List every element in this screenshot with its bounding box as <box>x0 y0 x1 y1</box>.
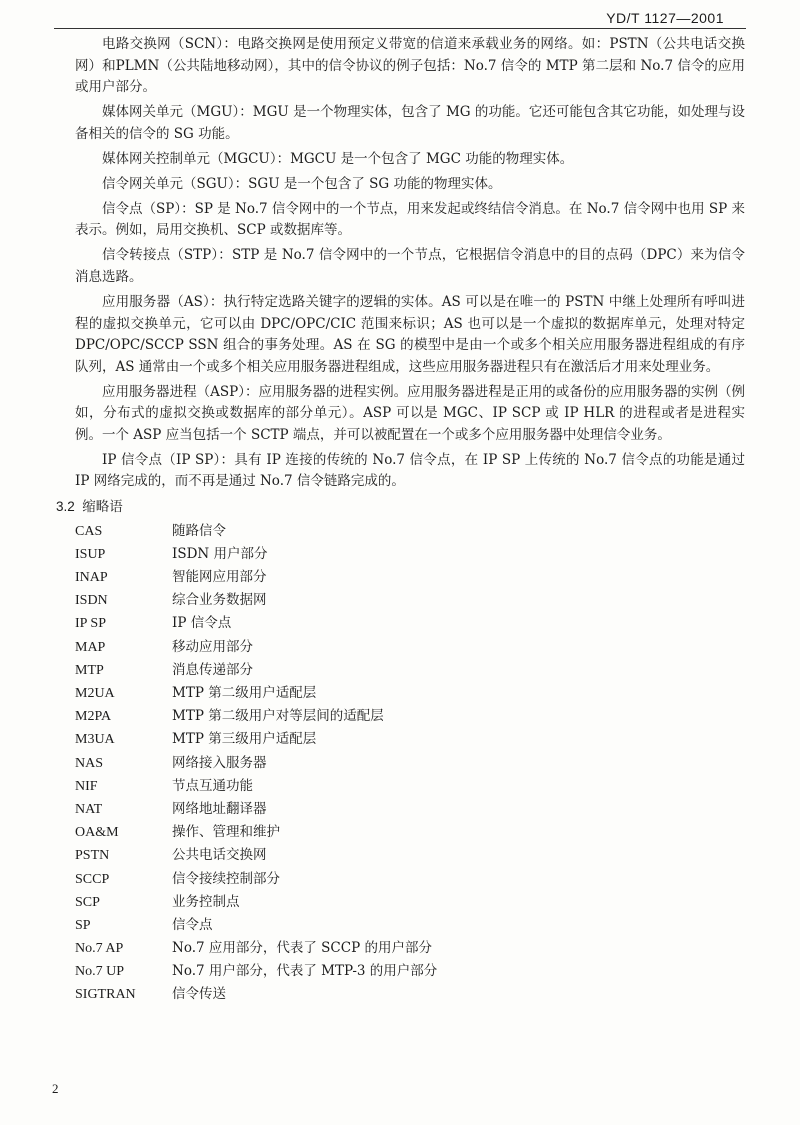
section-number: 3.2 <box>56 499 75 515</box>
abbreviation-row <box>75 705 745 728</box>
abbreviation-term: M2PA <box>75 709 112 725</box>
abbreviation-term: OA&M <box>75 825 119 841</box>
abbreviation-term: MTP <box>75 662 104 678</box>
abbreviation-term: INAP <box>75 570 108 586</box>
abbreviation-list <box>75 520 745 1007</box>
abbreviation-definition: 公共电话交换网 <box>172 847 267 864</box>
definition-asp: 应用服务器进程（ASP）：应用服务器的进程实例。应用服务器进程是正用的或备份的应用服务器的实例（例如，分布式的虚拟交换或数据库的部分单元）。ASP 可以是 MGC、IP SCP 或 IP HLR 的进程或者是进程实例。一个 ASP 应当包括一个 SCTP 端点，并可以被配置在一个或多个应用服务器中处理信令业务。 <box>75 383 745 443</box>
abbreviation-definition: 随路信令 <box>172 522 226 539</box>
abbreviation-row <box>75 729 745 752</box>
abbreviation-row <box>75 752 745 775</box>
abbreviation-definition: 网络接入服务器 <box>172 754 267 771</box>
abbreviation-term: SCP <box>75 894 100 910</box>
abbreviation-definition: 业务控制点 <box>172 893 240 910</box>
abbreviation-row <box>75 566 745 589</box>
header-rule <box>54 28 746 29</box>
abbreviation-term: CAS <box>75 523 103 539</box>
abbreviation-definition: 移动应用部分 <box>172 638 253 655</box>
abbreviation-definition: MTP 第三级用户适配层 <box>172 731 317 748</box>
abbreviation-term: ISUP <box>75 546 106 562</box>
abbreviation-row <box>75 682 745 705</box>
abbreviation-definition: 信令传送 <box>172 986 226 1003</box>
abbreviation-row <box>75 868 745 891</box>
abbreviation-definition: 节点互通功能 <box>172 777 253 794</box>
definition-ip-sp: IP 信令点（IP SP）：具有 IP 连接的传统的 No.7 信令点，在 IP SP 上传统的 No.7 信令点的功能是通过 IP 网络完成的，而不再是通过 No.7 信令链路完成的。 <box>75 451 745 490</box>
abbreviation-row <box>75 844 745 867</box>
abbreviation-definition: 智能网应用部分 <box>172 569 267 586</box>
abbreviation-definition: No.7 用户部分，代表了 MTP-3 的用户部分 <box>172 963 438 980</box>
abbreviation-definition: 网络地址翻译器 <box>172 800 267 817</box>
section-heading <box>56 496 745 518</box>
abbreviation-row <box>75 613 745 636</box>
abbreviation-definition: No.7 应用部分，代表了 SCCP 的用户部分 <box>172 940 432 957</box>
definition-stp: 信令转接点（STP）：STP 是 No.7 信令网中的一个节点，它根据信令消息中的目的点码（DPC）来为信令消息选路。 <box>75 247 745 285</box>
abbreviation-row <box>75 543 745 566</box>
document-code: YD/T 1127—2001 <box>606 10 724 26</box>
abbreviation-term: SIGTRAN <box>75 987 136 1003</box>
page-body <box>56 34 745 1007</box>
section-title: 缩略语 <box>82 499 123 515</box>
abbreviation-term: PSTN <box>75 848 110 864</box>
abbreviation-term: NAS <box>75 755 104 771</box>
definition-scn: 电路交换网（SCN）：电路交换网是使用预定义带宽的信道来承载业务的网络。如：PSTN（公共电话交换网）和PLMN（公共陆地移动网），其中的信令协议的例子包括：No.7 信令的 MTP 第二层和 No.7 信令的应用或用户部分。 <box>75 36 745 95</box>
definition-sgu: 信令网关单元（SGU）：SGU 是一个包含了 SG 功能的物理实体。 <box>102 175 502 192</box>
abbreviation-term: No.7 UP <box>75 964 125 980</box>
abbreviation-definition: IP 信令点 <box>172 615 232 632</box>
abbreviation-row <box>75 775 745 798</box>
page-number: 2 <box>52 1081 59 1096</box>
abbreviation-row <box>75 914 745 937</box>
abbreviation-term: ISDN <box>75 593 108 609</box>
abbreviation-row <box>75 891 745 914</box>
abbreviation-row <box>75 659 745 682</box>
abbreviation-definition: 消息传递部分 <box>172 661 253 678</box>
abbreviation-row <box>75 520 745 543</box>
abbreviation-term: SCCP <box>75 871 110 887</box>
abbreviation-row <box>75 960 745 983</box>
definition-mgcu: 媒体网关控制单元（MGCU）：MGCU 是一个包含了 MGC 功能的物理实体。 <box>102 150 574 167</box>
abbreviation-term: No.7 AP <box>75 941 124 957</box>
abbreviation-term: M2UA <box>75 686 115 701</box>
abbreviation-definition: 操作、管理和维护 <box>172 824 280 841</box>
abbreviation-definition: MTP 第二级用户适配层 <box>172 685 317 701</box>
abbreviation-term: SP <box>75 917 91 933</box>
abbreviation-term: NAT <box>75 801 103 817</box>
abbreviation-definition: ISDN 用户部分 <box>172 545 268 562</box>
abbreviation-term: M3UA <box>75 732 115 748</box>
abbreviation-definition: 综合业务数据网 <box>172 592 267 609</box>
abbreviation-definition: 信令点 <box>172 916 213 933</box>
abbreviation-definition: MTP 第二级用户对等层间的适配层 <box>172 708 384 725</box>
abbreviation-row <box>75 821 745 844</box>
abbreviation-row <box>75 589 745 612</box>
abbreviation-row <box>75 636 745 659</box>
abbreviation-definition: 信令接续控制部分 <box>172 870 280 887</box>
abbreviation-term: NIF <box>75 778 98 794</box>
abbreviation-term: IP SP <box>75 616 107 632</box>
abbreviation-row <box>75 937 745 960</box>
abbreviation-term: MAP <box>75 639 106 655</box>
abbreviation-row <box>75 984 745 1007</box>
definition-sp: 信令点（SP）：SP 是 No.7 信令网中的一个节点，用来发起或终结信令消息。在 No.7 信令网中也用 SP 来表示。例如，局用交换机、SCP 或数据库等。 <box>75 200 745 239</box>
definition-mgu: 媒体网关单元（MGU）：MGU 是一个物理实体，包含了 MG 的功能。它还可能包含其它功能，如处理与设备相关的信令的 SG 功能。 <box>75 104 745 142</box>
definition-as: 应用服务器（AS）：执行特定选路关键字的逻辑的实体。AS 可以是在唯一的 PSTN 中继上处理所有呼叫进程的虚拟交换单元，它可以由 DPC/OPC/CIC 范围来标识；AS 也可以是一个虚拟的数据库单元，处理对特定 DPC/OPC/SCCP SSN 组合的事务处理。AS 在 SG 的模型中是由一个或多个相关应用服务器进程组成的有序队列，AS 通常由一个或多个相关应用服务器进程组成，这些应用服务器进程只有在激活后才用来处理业务。 <box>75 294 745 375</box>
abbreviation-row <box>75 798 745 821</box>
